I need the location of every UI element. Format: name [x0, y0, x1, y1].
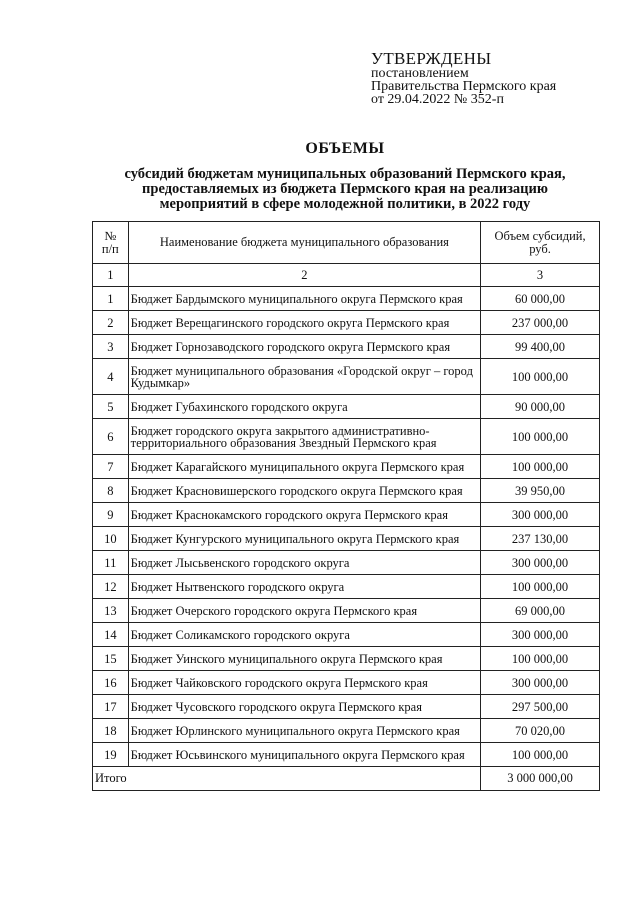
row-amount: 237 130,00	[481, 527, 600, 551]
title-sub-line-2: предоставляемых из бюджета Пермского края на реализацию	[142, 181, 548, 197]
row-number: 14	[93, 623, 129, 647]
row-name: Бюджет Красновишерского городского округа Пермского края	[128, 479, 480, 503]
row-amount: 100 000,00	[481, 419, 600, 455]
row-amount: 300 000,00	[481, 623, 600, 647]
table-row	[93, 575, 600, 599]
row-number: 16	[93, 671, 129, 695]
column-number-1: 1	[93, 264, 129, 287]
header-amount-line-1: Объем субсидий,	[494, 228, 586, 243]
total-amount: 3 000 000,00	[481, 767, 600, 791]
row-amount: 100 000,00	[481, 359, 600, 395]
row-amount: 300 000,00	[481, 671, 600, 695]
header-number-line-2: п/п	[101, 241, 119, 256]
table-row	[93, 647, 600, 671]
row-number: 17	[93, 695, 129, 719]
column-number-row	[93, 264, 600, 287]
title-main: ОБЪЕМЫ	[305, 140, 385, 157]
row-name: Бюджет Очерского городского округа Пермского края	[128, 599, 480, 623]
row-amount: 60 000,00	[481, 287, 600, 311]
row-name: Бюджет Нытвенского городского округа	[128, 575, 480, 599]
table-row	[93, 551, 600, 575]
table-row	[93, 623, 600, 647]
row-name: Бюджет Уинского муниципального округа Пермского края	[128, 647, 480, 671]
row-amount: 100 000,00	[481, 575, 600, 599]
approval-heading: УТВЕРЖДЕНЫ	[371, 49, 492, 68]
row-name: Бюджет Бардымского муниципального округа Пермского края	[128, 287, 480, 311]
row-name: Бюджет городского округа закрытого административно-территориального образования Звездный Пермского края	[128, 419, 480, 455]
header-number	[93, 222, 129, 264]
row-name: Бюджет Чайковского городского округа Пермского края	[128, 671, 480, 695]
row-number: 6	[93, 419, 129, 455]
row-number: 9	[93, 503, 129, 527]
total-label: Итого	[93, 767, 481, 791]
row-name: Бюджет муниципального образования «Городской округ – город Кудымкар»	[128, 359, 480, 395]
row-amount: 300 000,00	[481, 551, 600, 575]
row-number: 5	[93, 395, 129, 419]
table-row	[93, 287, 600, 311]
table-row	[93, 311, 600, 335]
table-header-row	[93, 222, 600, 264]
row-number: 12	[93, 575, 129, 599]
row-amount: 100 000,00	[481, 455, 600, 479]
row-amount: 99 400,00	[481, 335, 600, 359]
column-number-3: 3	[481, 264, 600, 287]
table-row	[93, 695, 600, 719]
row-number: 1	[93, 287, 129, 311]
approval-line-3: от 29.04.2022 № 352-п	[371, 92, 504, 107]
row-amount: 90 000,00	[481, 395, 600, 419]
table-row	[93, 479, 600, 503]
row-amount: 297 500,00	[481, 695, 600, 719]
row-name: Бюджет Кунгурского муниципального округа Пермского края	[128, 527, 480, 551]
row-number: 4	[93, 359, 129, 395]
table-row	[93, 527, 600, 551]
table-row	[93, 335, 600, 359]
row-number: 11	[93, 551, 129, 575]
row-name: Бюджет Карагайского муниципального округа Пермского края	[128, 455, 480, 479]
table-row	[93, 455, 600, 479]
row-number: 15	[93, 647, 129, 671]
approval-line-1: постановлением	[371, 66, 469, 81]
row-amount: 237 000,00	[481, 311, 600, 335]
row-name: Бюджет Соликамского городского округа	[128, 623, 480, 647]
row-amount: 100 000,00	[481, 743, 600, 767]
row-amount: 39 950,00	[481, 479, 600, 503]
row-amount: 300 000,00	[481, 503, 600, 527]
row-name: Бюджет Юрлинского муниципального округа Пермского края	[128, 719, 480, 743]
title-sub-line-3: мероприятий в сфере молодежной политики, в 2022 году	[159, 196, 531, 212]
row-number: 10	[93, 527, 129, 551]
row-number: 8	[93, 479, 129, 503]
table-row	[93, 743, 600, 767]
table-row	[93, 671, 600, 695]
row-number: 7	[93, 455, 129, 479]
header-amount-line-2: руб.	[529, 241, 551, 256]
header-name: Наименование бюджета муниципального образования	[128, 222, 480, 264]
header-number-line-1: №	[104, 228, 117, 243]
row-name: Бюджет Чусовского городского округа Пермского края	[128, 695, 480, 719]
table-row	[93, 599, 600, 623]
document-title	[90, 140, 600, 212]
row-amount: 70 020,00	[481, 719, 600, 743]
row-number: 18	[93, 719, 129, 743]
table-row	[93, 359, 600, 395]
table-row	[93, 719, 600, 743]
table-row	[93, 395, 600, 419]
row-name: Бюджет Горнозаводского городского округа Пермского края	[128, 335, 480, 359]
row-number: 2	[93, 311, 129, 335]
row-name: Бюджет Губахинского городского округа	[128, 395, 480, 419]
row-name: Бюджет Краснокамского городского округа Пермского края	[128, 503, 480, 527]
title-sub-line-1: субсидий бюджетам муниципальных образований Пермского края,	[124, 166, 566, 182]
subsidy-table	[92, 221, 600, 791]
row-number: 3	[93, 335, 129, 359]
row-number: 19	[93, 743, 129, 767]
row-amount: 69 000,00	[481, 599, 600, 623]
row-name: Бюджет Верещагинского городского округа Пермского края	[128, 311, 480, 335]
row-name: Бюджет Юсьвинского муниципального округа Пермского края	[128, 743, 480, 767]
table-row	[93, 419, 600, 455]
header-amount	[481, 222, 600, 264]
row-amount: 100 000,00	[481, 647, 600, 671]
approval-stamp	[371, 50, 556, 106]
approval-line-2: Правительства Пермского края	[371, 79, 557, 94]
table-row	[93, 503, 600, 527]
row-name: Бюджет Лысьвенского городского округа	[128, 551, 480, 575]
column-number-2: 2	[128, 264, 480, 287]
total-row	[93, 767, 600, 791]
row-number: 13	[93, 599, 129, 623]
